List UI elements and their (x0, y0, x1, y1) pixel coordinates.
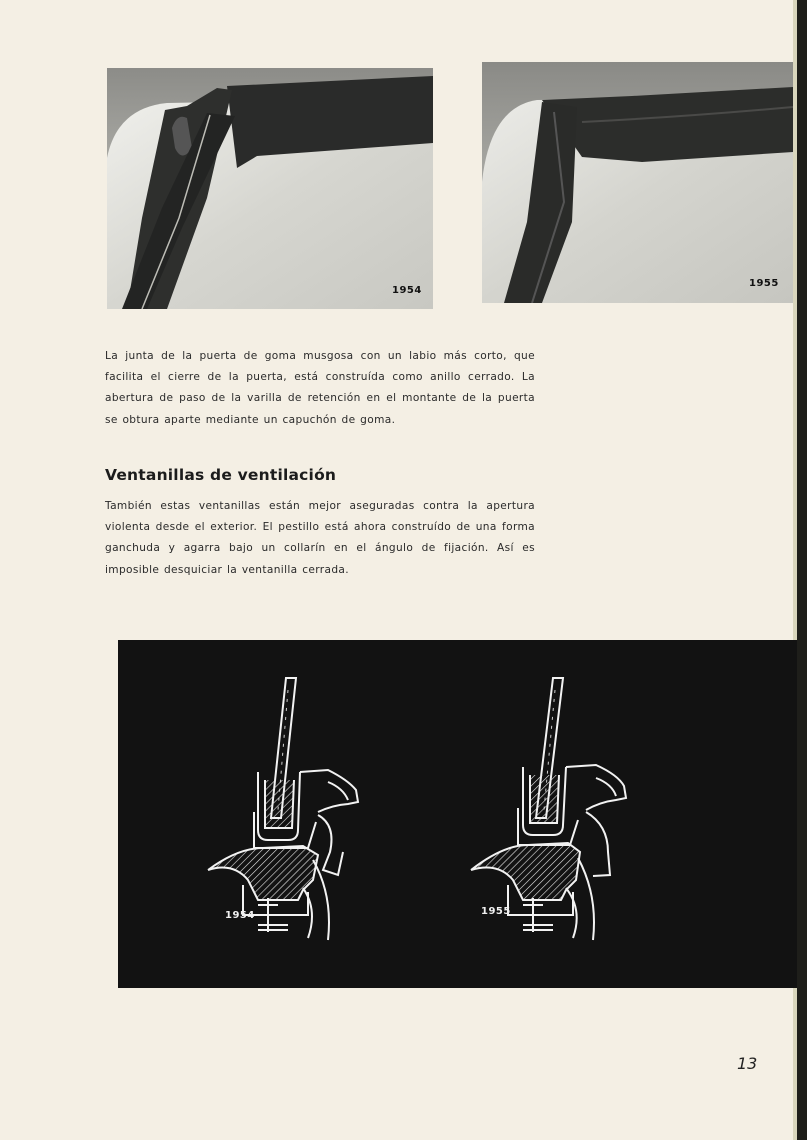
diagram-1955 (471, 678, 626, 940)
ventilation-window-diagrams (118, 640, 797, 988)
diagram-caption-1955: 1955 (481, 906, 511, 917)
photo-1955 (482, 62, 793, 303)
diagram-drawings (118, 640, 797, 988)
door-seal-1954-image (107, 68, 433, 309)
photo-caption-1954: 1954 (392, 285, 422, 296)
section-heading: Ventanillas de ventilación (105, 466, 337, 484)
binding-spine (797, 0, 807, 1140)
photo-1954 (107, 68, 433, 309)
section-paragraph: También estas ventanillas están mejor aseguradas contra la apertura violenta desde el exterior. El pestillo está ahora construído de una forma ganchuda y agarra bajo un collarín en el ángulo de fijación. Así es imposible desquiciar la ventanilla cerrada. (105, 500, 535, 576)
photo-caption-1955: 1955 (749, 278, 779, 289)
door-seal-1955-image (482, 62, 793, 303)
page-number: 13 (737, 1054, 758, 1073)
diagram-caption-1954: 1954 (225, 910, 255, 921)
intro-paragraph: La junta de la puerta de goma musgosa con un labio más corto, que facilita el cierre de la puerta, está construída como anillo cerrado. La abertura de paso de la varilla de retención en el montante de la puerta se obtura aparte mediante un capuchón de goma. (105, 350, 535, 426)
diagram-1954 (208, 678, 358, 940)
